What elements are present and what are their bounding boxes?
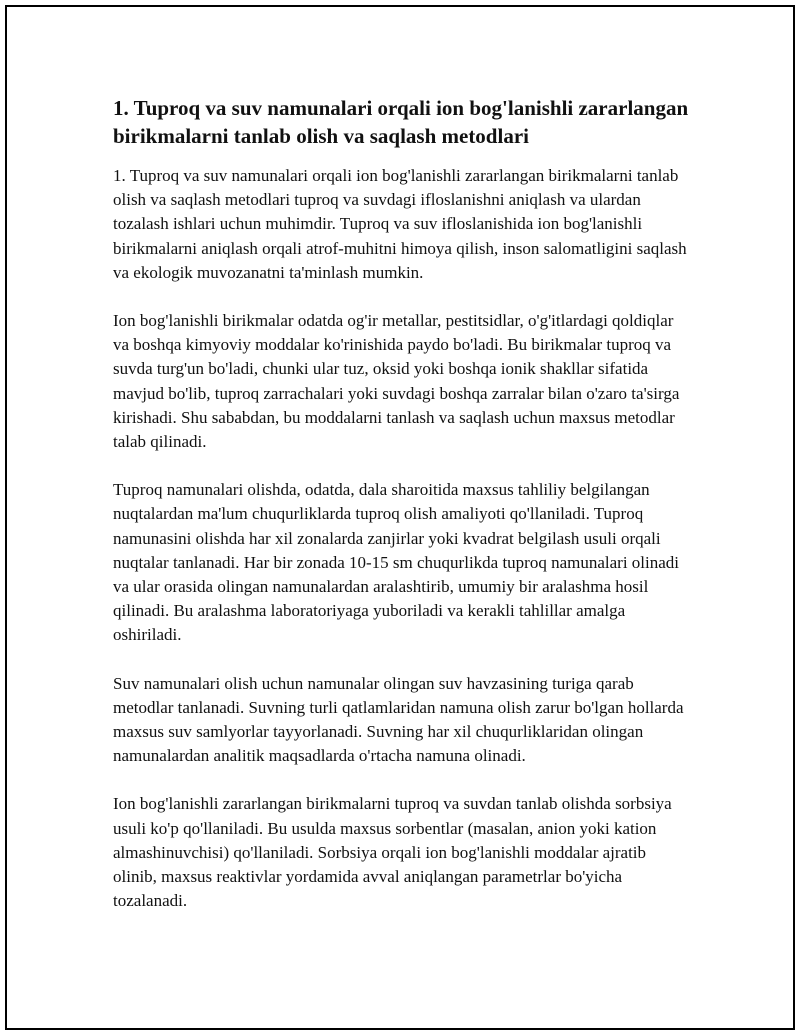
document-body — [113, 94, 693, 937]
paragraph-4: Suv namunalari olish uchun namunalar olingan suv havzasining turiga qarab metodlar tanlanadi. Suvning turli qatlamlaridan namuna olish zarur bo'lgan hollarda maxsus suv samlyorlar tayyorlanadi. Suvning har xil chuqurliklaridan olingan namunalardan analitik maqsadlarda o'rtacha namuna olinadi. — [113, 673, 684, 766]
paragraph-3: Tuproq namunalari olishda, odatda, dala sharoitida maxsus tahliliy belgilangan nuqtalardan ma'lum chuqurliklarda tuproq olish amaliyoti qo'llaniladi. Tuproq namunasini olishda har xil zonalarda zanjirlar yoki kvadrat belgilash usuli orqali nuqtalar tanlanadi. Har bir zonada 10-15 sm chuqurlikda tuproq namunalari olinadi va ular orasida olingan namunalardan aralashtirib, umumiy bir aralashma hosil qilinadi. Bu aralashma laboratoriyaga yuboriladi va kerakli tahlillar amalga oshiriladi. — [113, 480, 680, 645]
paragraph-5: Ion bog'lanishli zararlangan birikmalarni tuproq va suvdan tanlab olishda sorbsiya usuli ko'p qo'llaniladi. Bu usulda maxsus sorbentlar (masalan, anion yoki kation almashinuvchisi) qo'llaniladi. Sorbsiya orqali ion bog'lanishli moddalar ajratib olinib, maxsus reaktivlar yordamida avval aniqlangan parametrlar bo'yicha tozalanadi. — [113, 794, 672, 911]
paragraph-2: Ion bog'lanishli birikmalar odatda og'ir metallar, pestitsidlar, o'g'itlardagi qoldiqlar va boshqa kimyoviy moddalar ko'rinishida paydo bo'ladi. Bu birikmalar tuproq va suvda turg'un bo'ladi, chunki ular tuz, oksid yoki boshqa ionik shakllar sifatida mavjud bo'lib, tuproq zarrachalari yoki suvdagi boshqa zarralar bilan o'zaro ta'sirga kirishadi. Shu sababdan, bu moddalarni tanlash va saqlash uchun maxsus metodlar talab qilinadi. — [113, 311, 680, 452]
document-title: 1. Tuproq va suv namunalari orqali ion bog'lanishli zararlangan birikmalarni tanlab olish va saqlash metodlari — [113, 96, 689, 148]
paragraph-1: 1. Tuproq va suv namunalari orqali ion bog'lanishli zararlangan birikmalarni tanlab olish va saqlash metodlari tuproq va suvdagi ifloslanishni aniqlash va ulardan tozalash ishlari uchun muhimdir. Tuproq va suv ifloslanishida ion bog'lanishli birikmalarni aniqlash orqali atrof-muhitni himoya qilish, inson salomatligini saqlash va ekologik muvozanatni ta'minlash mumkin. — [113, 166, 687, 282]
